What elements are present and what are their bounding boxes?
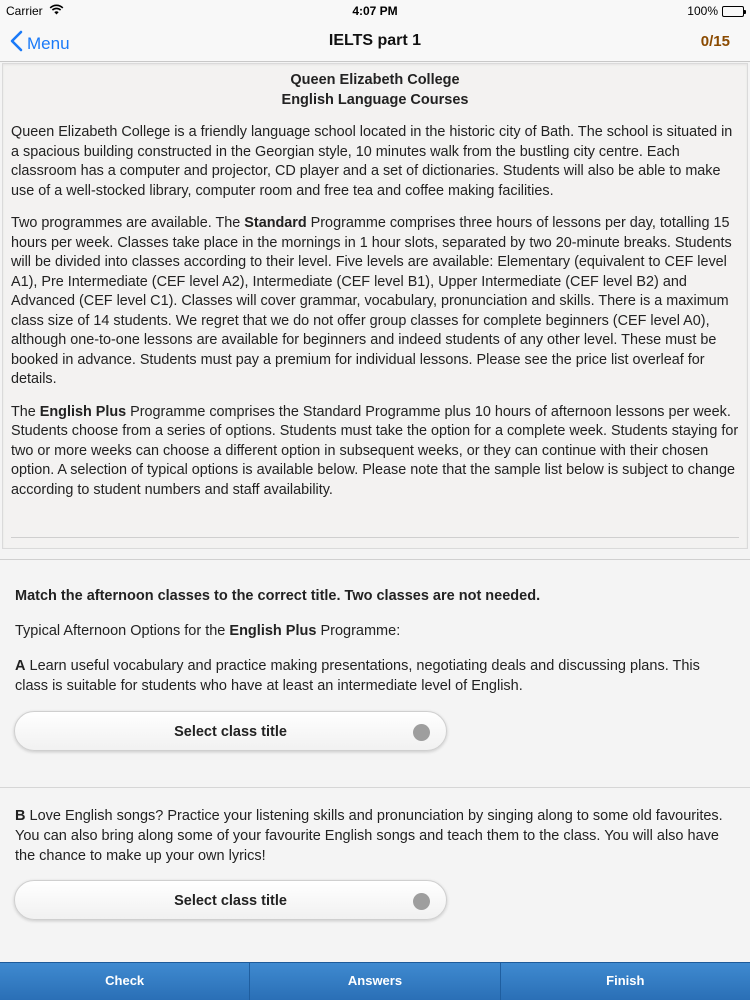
passage-container[interactable] bbox=[0, 63, 750, 560]
select-label: Select class title bbox=[174, 893, 287, 909]
bottom-toolbar bbox=[0, 962, 750, 1000]
page-title: IELTS part 1 bbox=[328, 32, 422, 49]
task-instruction: Match the afternoon classes to the correct title. Two classes are not needed. bbox=[15, 588, 541, 604]
item-letter: A bbox=[15, 658, 26, 674]
options-heading: Typical Afternoon Options for the English Plus Programme: bbox=[15, 623, 401, 639]
question-divider bbox=[0, 787, 750, 788]
question-item-b bbox=[15, 806, 735, 866]
answers-button[interactable]: Answers bbox=[250, 963, 500, 1000]
passage-title-line1: Queen Elizabeth College bbox=[290, 72, 460, 88]
select-label: Select class title bbox=[174, 724, 287, 740]
questions-area bbox=[0, 560, 750, 962]
question-item-a bbox=[15, 656, 735, 696]
passage-divider bbox=[11, 537, 739, 538]
score-counter: 0/15 bbox=[700, 33, 730, 50]
item-letter: B bbox=[15, 808, 26, 824]
item-text: Love English songs? Practice your listening skills and pronunciation by singing along to some old favourites. You can also bring along some of your favourite English songs and teach them to the class. You will also have the chance to make up your own lyrics! bbox=[15, 808, 723, 864]
item-text: Learn useful vocabulary and practice making presentations, negotiating deals and discussing plans. This class is suitable for students who have at least an intermediate level of English. bbox=[15, 658, 700, 694]
carrier-label: Carrier bbox=[6, 4, 43, 18]
clock: 4:07 PM bbox=[352, 4, 398, 18]
passage-title-line2: English Language Courses bbox=[281, 92, 469, 108]
reading-passage[interactable] bbox=[2, 63, 748, 549]
passage-paragraph-3: The English Plus Programme comprises the Standard Programme plus 10 hours of afternoon lessons per week. Students choose from a series of options. Students must take the option for a complete week. Students staying for two or more weeks can choose a different option in subsequent weeks, or they can continue with their chosen option. A selection of typical options is available below. Please note that the sample list below is subject to change according to student numbers and staff availability. bbox=[11, 403, 739, 498]
passage-paragraph-2: Two programmes are available. The Standard Programme comprises three hours of lessons per day, totalling 15 hours per week. Classes take place in the mornings in 1 hour slots, separated by two 20-minute breaks. Students will be divided into classes according to their level. Five levels are available: Elementary (equivalent to CEF level A1), Pre Intermediate (CEF level A2), Intermediate (CEF level B1), Upper Intermediate (CEF level B2) and Advanced (CEF level C1). Classes will cover grammar, vocabulary, pronunciation and skills. There is a maximum class size of 14 students. We regret that we do not offer group classes for complete beginners (CEF level A0), although one-to-one lessons are available for beginners and indeed students of any other level. These must be booked in advance. Students must pay a premium for individual lessons. Please see the price list overleaf for details. bbox=[11, 215, 732, 387]
select-class-title-b[interactable] bbox=[14, 880, 447, 920]
battery-info bbox=[687, 4, 744, 18]
finish-button[interactable]: Finish bbox=[606, 973, 645, 988]
passage-paragraph-1: Queen Elizabeth College is a friendly language school located in the historic city of Bath. The school is situated in a spacious building constructed in the Georgian style, 10 minutes walk from the bustling city centre. Each classroom has a computer and projector, CD player and a set of dictionaries. Students will also be able to make use of a well-stocked library, computer room and free tea and coffee making facilities. bbox=[11, 124, 733, 199]
navigation-bar bbox=[0, 22, 750, 62]
status-dot-icon bbox=[413, 893, 430, 910]
menu-back-label: Menu bbox=[27, 33, 70, 53]
select-class-title-a[interactable] bbox=[14, 711, 447, 751]
check-button[interactable]: Check bbox=[0, 963, 250, 1000]
battery-percent: 100% bbox=[687, 4, 718, 18]
battery-icon bbox=[722, 6, 744, 17]
status-dot-icon bbox=[413, 724, 430, 741]
status-bar bbox=[0, 0, 750, 22]
